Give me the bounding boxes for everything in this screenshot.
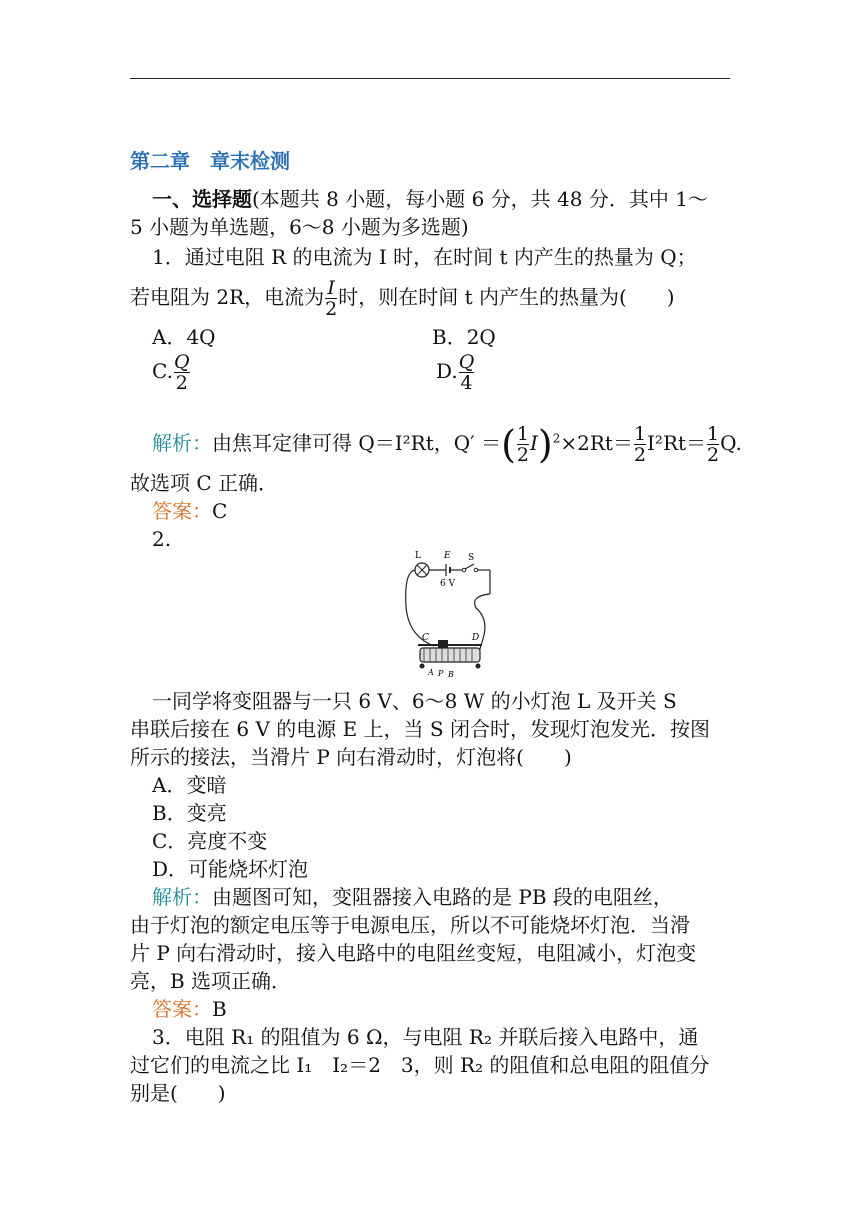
q2-analysis-line2: 由于灯泡的额定电压等于电源电压，所以不可能烧坏灯泡．当滑 — [130, 913, 690, 937]
fraction-denominator: 2 — [516, 444, 529, 466]
section-desc: (本题共 8 小题，每小题 6 分，共 48 分．其中 1～ — [252, 187, 708, 211]
answer-label: 答案： — [152, 997, 212, 1021]
fraction-numerator: 1 — [707, 423, 720, 445]
label-A: A — [428, 668, 434, 677]
section-label: 一、选择题 — [152, 187, 252, 211]
q1-analysis: 解析：由焦耳定律可得 Q＝I²Rt，Q′ ＝( $\frac{1}{2}$ I)$^2$×2Rt＝ $\frac{1}{2}$ I²Rt＝ $\frac{1}{2}$ Q. — [152, 422, 742, 467]
answer-value: B — [212, 997, 227, 1021]
analysis-label: 解析： — [152, 431, 212, 455]
fraction-numerator: Q — [458, 351, 475, 373]
q1-option-c — [152, 352, 352, 393]
half-fraction-3 — [707, 424, 719, 465]
q2-stem-line1: 一同学将变阻器与一只 6 V、6～8 W 的小灯泡 L 及开关 S — [152, 689, 677, 713]
half-fraction-2 — [634, 424, 646, 465]
q1-current-fraction — [325, 278, 337, 319]
analysis-text: 由焦耳定律可得 Q＝I²Rt，Q′ ＝ — [212, 431, 502, 455]
fraction-denominator: 2 — [707, 444, 720, 466]
slider-icon — [438, 640, 448, 648]
answer-value: C — [212, 499, 228, 523]
fraction-numerator: Q — [173, 351, 190, 373]
q1-stem-line2 — [130, 278, 730, 319]
fraction-numerator: 1 — [633, 423, 647, 445]
analysis-end: Q. — [720, 431, 742, 455]
fraction-denominator: 4 — [460, 372, 473, 394]
q2-option-b: B．变亮 — [152, 801, 227, 825]
q1-option-a: A．4Q — [152, 325, 216, 349]
label-voltage: 6 V — [440, 579, 456, 589]
option-c-prefix: C. — [152, 359, 173, 383]
circuit-figure — [398, 546, 506, 678]
paren-open: ( — [501, 422, 516, 467]
rheostat-icon — [420, 648, 480, 662]
q2-analysis-line1 — [152, 884, 752, 910]
q3-stem-line3: 别是( ) — [130, 1081, 226, 1105]
label-B: B — [448, 670, 454, 678]
fraction-denominator: 2 — [325, 298, 338, 320]
analysis-label: 解析： — [152, 885, 212, 909]
option-d-prefix: D. — [436, 359, 458, 383]
q2-option-c: C．亮度不变 — [152, 829, 268, 853]
option-c-fraction — [174, 352, 190, 393]
fraction-denominator: 2 — [633, 444, 647, 466]
half-fraction — [517, 424, 529, 465]
q1-option-d — [436, 352, 636, 393]
analysis-mid: ×2Rt＝ — [560, 431, 633, 455]
q3-stem-line1: 3．电阻 R₁ 的阻值为 6 Ω，与电阻 R₂ 并联后接入电路中，通 — [152, 1025, 699, 1049]
label-L: L — [415, 551, 421, 561]
fraction-numerator: I — [327, 277, 335, 299]
q2-stem-line3: 所示的接法，当滑片 P 向右滑动时，灯泡将( ) — [130, 745, 572, 769]
analysis-text: 由题图可知，变阻器接入电路的是 PB 段的电阻丝， — [212, 885, 673, 909]
q2-answer — [152, 996, 752, 1022]
q2-analysis-line3: 片 P 向右滑动时，接入电路中的电阻丝变短，电阻减小，灯泡变 — [130, 941, 697, 965]
q1-stem-b: 时，则在时间 t 内产生的热量为( ) — [338, 285, 675, 309]
q1-answer — [152, 498, 752, 524]
fraction-denominator: 2 — [175, 372, 188, 394]
q1-stem-line1: 1．通过电阻 R 的电流为 I 时，在时间 t 内产生的热量为 Q； — [152, 245, 697, 269]
option-d-fraction — [459, 352, 475, 393]
fraction-numerator: 1 — [516, 423, 529, 445]
section-heading — [152, 186, 752, 212]
paren-close: ) — [537, 422, 553, 467]
section-desc-line2: 5 小题为单选题，6～8 小题为多选题) — [130, 215, 469, 239]
q2-stem-line2: 串联后接在 6 V 的电源 E 上，当 S 闭合时，发现灯泡发光．按图 — [130, 717, 710, 741]
q2-number: 2. — [152, 527, 172, 551]
label-C: C — [422, 633, 429, 643]
answer-label: 答案： — [152, 499, 212, 523]
q1-stem-a: 若电阻为 2R，电流为 — [130, 285, 325, 309]
label-S: S — [468, 553, 475, 563]
q3-stem-line2: 过它们的电流之比 I₁ I₂＝2 3，则 R₂ 的阻值和总电阻的阻值分 — [130, 1053, 710, 1077]
label-P: P — [438, 669, 444, 678]
label-E: E — [444, 551, 451, 561]
analysis-end-mid: I²Rt＝ — [647, 431, 707, 455]
label-D: D — [472, 633, 480, 643]
q1-option-b: B．2Q — [432, 325, 496, 349]
switch-icon — [465, 564, 474, 569]
q1-analysis-line2: 故选项 C 正确． — [130, 471, 279, 495]
header-rule — [130, 78, 730, 79]
q2-option-d: D．可能烧坏灯泡 — [152, 857, 309, 881]
q2-option-a: A．变暗 — [152, 773, 227, 797]
chapter-title: 第二章 章末检测 — [130, 149, 290, 173]
q2-analysis-line4: 亮，B 选项正确． — [130, 969, 292, 993]
